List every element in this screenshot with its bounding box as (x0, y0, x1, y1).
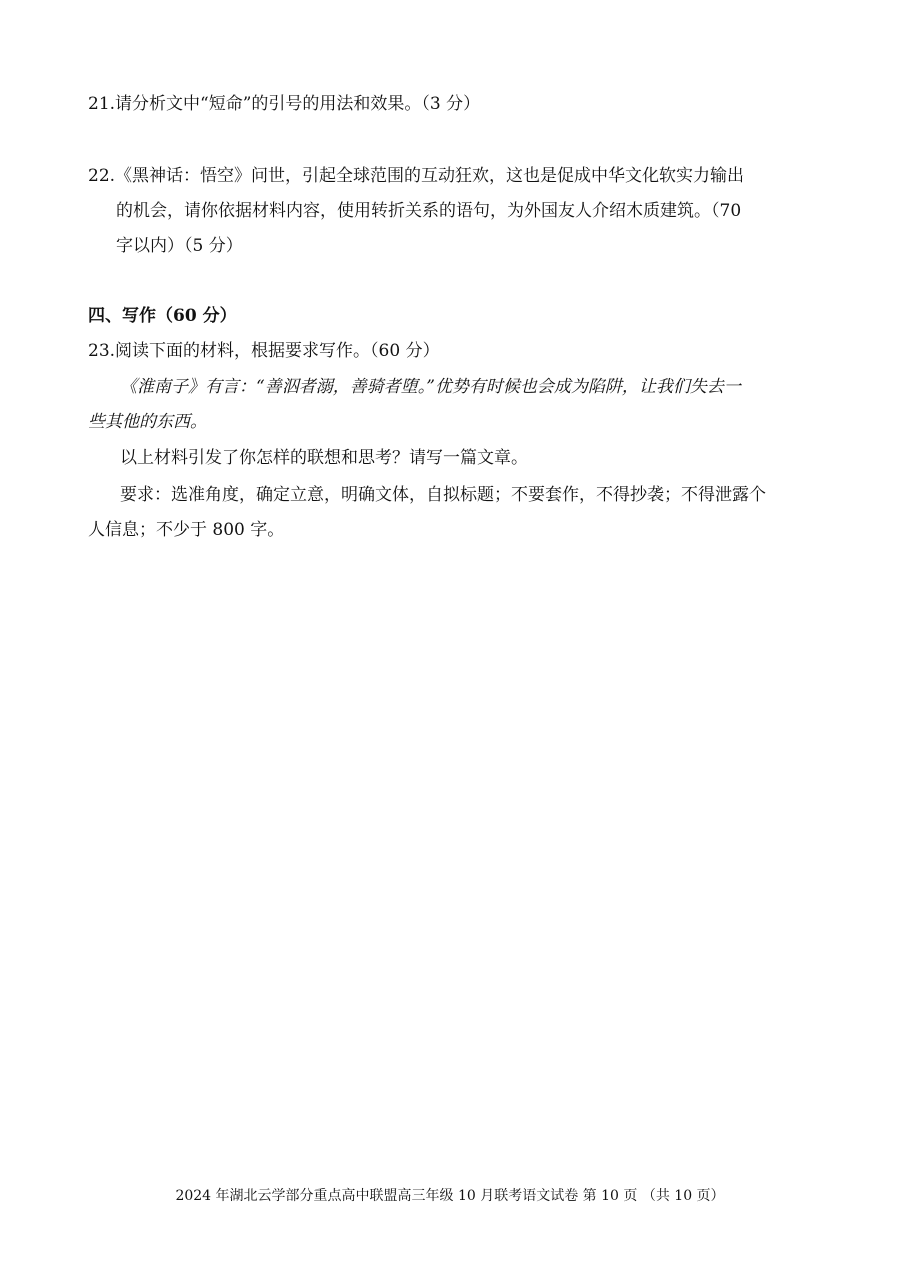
page-footer: 2024 年湖北云学部分重点高中联盟高三年级 10 月联考语文试卷 第 10 页 （共 10 页） (175, 1188, 725, 1204)
section-writing-heading: 四、写作（60 分） (88, 306, 237, 326)
question-21: 21.请分析文中“短命”的引号的用法和效果。（3 分） (88, 94, 481, 114)
writing-prompt: 以上材料引发了你怎样的联想和思考？请写一篇文章。 (120, 448, 528, 468)
requirements-line-2: 人信息；不少于 800 字。 (88, 520, 285, 540)
material-line-2: 些其他的东西。 (88, 412, 207, 432)
question-22-line-2: 的机会，请你依据材料内容，使用转折关系的语句，为外国友人介绍木质建筑。（70 (116, 201, 742, 221)
question-23: 23.阅读下面的材料，根据要求写作。（60 分） (88, 341, 440, 361)
requirements-line-1: 要求：选准角度，确定立意，明确文体，自拟标题；不要套作，不得抄袭；不得泄露个 (120, 485, 766, 505)
question-22-line-3: 字以内）（5 分） (116, 236, 243, 256)
question-22-line-1: 22.《黑神话：悟空》问世，引起全球范围的互动狂欢，这也是促成中华文化软实力输出 (88, 166, 745, 186)
material-line-1: 《淮南子》有言：“善泅者溺，善骑者堕。”优势有时候也会成为陷阱，让我们失去一 (120, 377, 741, 397)
